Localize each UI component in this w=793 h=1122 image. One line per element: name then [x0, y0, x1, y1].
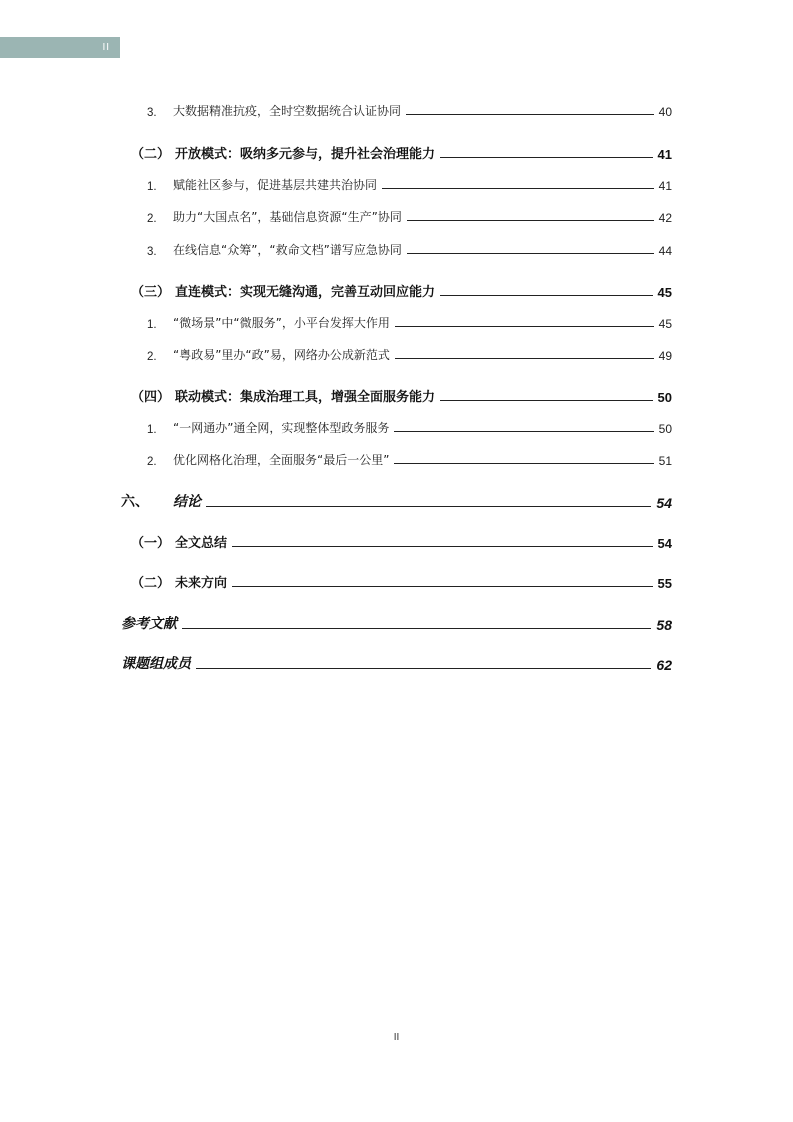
toc-entry-number: （二）: [131, 576, 171, 591]
toc-entry[interactable]: [121, 653, 672, 673]
toc-entry-title: 助力“大国点名”，基础信息资源“生产”协同: [173, 210, 402, 224]
toc-entry-page: 42: [658, 211, 672, 225]
toc-entry-page: 45: [658, 317, 672, 331]
toc-entry[interactable]: [121, 491, 672, 511]
toc-entry-title: “微场景”中“微服务”，小平台发挥大作用: [173, 316, 390, 330]
toc-entry-number: 3.: [147, 246, 157, 258]
toc-entry[interactable]: [147, 314, 672, 331]
toc-entry-page: 45: [657, 285, 672, 300]
toc-entry-number: 2.: [147, 456, 157, 468]
toc-leader-line: [394, 463, 653, 464]
footer-page-number: II: [393, 1032, 400, 1043]
toc-entry-number: 六、: [121, 494, 149, 510]
toc-entry-title: 联动模式：集成治理工具，增强全面服务能力: [175, 390, 436, 405]
toc-entry-title: 参考文献: [121, 616, 177, 632]
toc-entry-number: （二）: [131, 147, 171, 162]
toc-entry-page: 41: [657, 147, 672, 162]
toc-leader-line: [232, 586, 653, 587]
toc-leader-line: [395, 326, 654, 327]
toc-leader-line: [394, 431, 653, 432]
toc-entry[interactable]: [147, 208, 672, 225]
toc-entry[interactable]: [147, 102, 672, 119]
toc-entry-page: 62: [656, 657, 672, 673]
toc-entry-number: 2.: [147, 213, 157, 225]
toc-entry[interactable]: [147, 346, 672, 363]
toc-entry-title: 课题组成员: [121, 656, 191, 672]
toc-entry-page: 51: [658, 454, 672, 468]
toc-entry-number: 2.: [147, 351, 157, 363]
toc-entry-title: 大数据精准抗疫，全时空数据统合认证协同: [173, 104, 402, 118]
toc-entry-number: 1.: [147, 319, 157, 331]
toc-entry-page: 41: [658, 179, 672, 193]
toc-leader-line: [407, 220, 654, 221]
toc-entry-page: 40: [658, 105, 672, 119]
toc-entry-title: 直连模式：实现无缝沟通，完善互动回应能力: [175, 285, 436, 300]
toc-entry-title: 在线信息“众筹”，“救命文档”谱写应急协同: [173, 243, 402, 257]
toc-entry[interactable]: [147, 419, 672, 436]
toc-entry[interactable]: [131, 143, 672, 162]
toc-entry[interactable]: [131, 532, 672, 551]
toc-entry-number: 1.: [147, 181, 157, 193]
toc-entry-number: 1.: [147, 424, 157, 436]
toc-entry-title: 优化网格化治理，全面服务“最后一公里”: [173, 453, 390, 467]
toc-entry[interactable]: [121, 613, 672, 633]
toc-entry-page: 50: [658, 422, 672, 436]
toc-entry[interactable]: [147, 241, 672, 258]
toc-entry-page: 44: [658, 244, 672, 258]
toc-entry-number: （三）: [131, 285, 171, 300]
toc-entry-number: 3.: [147, 107, 157, 119]
toc-entry-title: 全文总结: [175, 536, 228, 551]
toc-entry[interactable]: [147, 176, 672, 193]
toc-entry-title: “粤政易”里办“政”易，网络办公成新范式: [173, 348, 390, 362]
toc-entry-title: 未来方向: [175, 576, 228, 591]
toc-entry[interactable]: [147, 451, 672, 468]
toc-entry[interactable]: [131, 281, 672, 300]
toc-leader-line: [206, 506, 651, 507]
toc-leader-line: [196, 668, 651, 669]
toc-entry-title: 赋能社区参与，促进基层共建共治协同: [173, 178, 378, 192]
toc-entry-title: 结论: [173, 494, 201, 510]
toc-entry-title: “一网通办”通全网，实现整体型政务服务: [173, 421, 390, 435]
toc-entry[interactable]: [131, 386, 672, 405]
toc-entry-page: 49: [658, 349, 672, 363]
toc-leader-line: [395, 358, 654, 359]
toc-entry-title: 开放模式：吸纳多元参与，提升社会治理能力: [175, 147, 436, 162]
toc-entry-page: 55: [657, 576, 672, 591]
toc-entry-page: 50: [657, 390, 672, 405]
toc-leader-line: [406, 114, 654, 115]
page-number-tab-label: II: [102, 42, 110, 53]
toc-leader-line: [440, 295, 653, 296]
toc-leader-line: [382, 188, 654, 189]
toc-entry-page: 54: [657, 536, 672, 551]
toc-entry-page: 54: [656, 495, 672, 511]
toc-leader-line: [440, 400, 653, 401]
toc-leader-line: [440, 157, 653, 158]
toc-entry-number: （四）: [131, 390, 171, 405]
toc-leader-line: [232, 546, 653, 547]
toc-leader-line: [182, 628, 651, 629]
toc-entry-page: 58: [656, 617, 672, 633]
toc-entry[interactable]: [131, 572, 672, 591]
toc-leader-line: [407, 253, 654, 254]
toc-entry-number: （一）: [131, 536, 171, 551]
